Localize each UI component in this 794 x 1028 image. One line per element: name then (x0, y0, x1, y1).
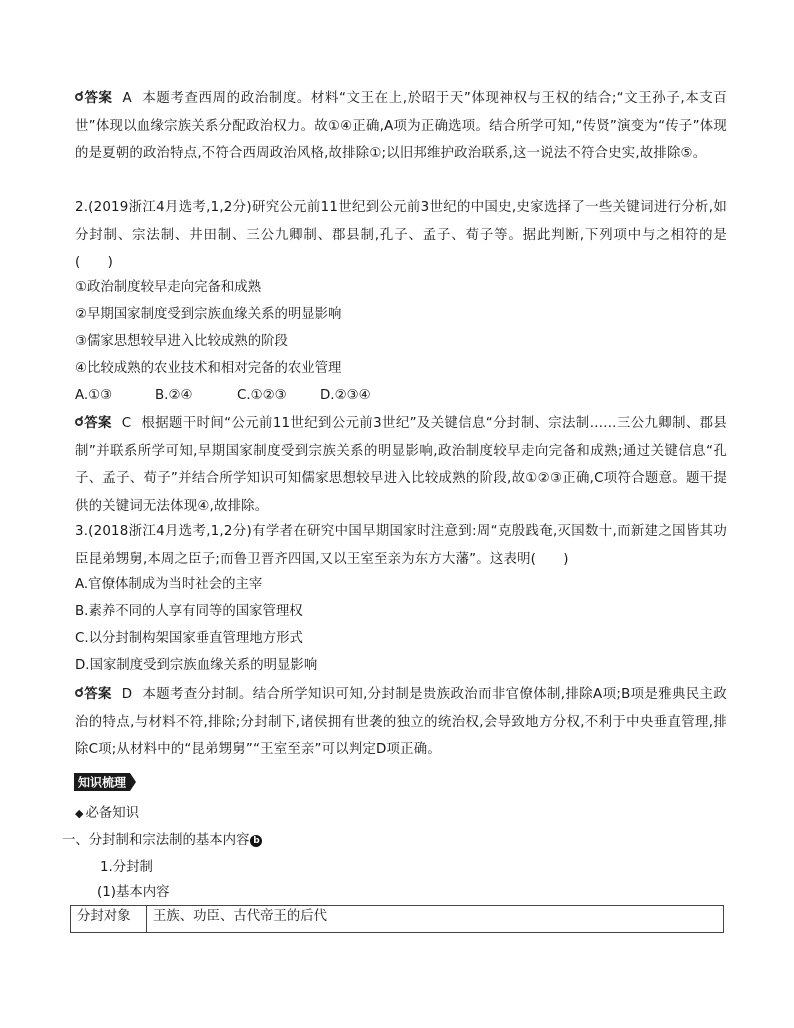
section-heading (62, 828, 262, 854)
answer-label: 答案 (84, 91, 113, 106)
answer-1 (75, 85, 727, 168)
section-badge-label: 知识梳理 (77, 775, 127, 790)
question-3-option: C.以分封制构架国家垂直管理地方形式 (75, 631, 303, 646)
section-badge (74, 771, 136, 793)
diamond-bullet-icon: ◆ (75, 807, 84, 820)
answer-marker-icon (75, 93, 83, 101)
answer-label: 答案 (84, 687, 112, 702)
answer-marker-icon (75, 689, 83, 697)
answer-label: 答案 (84, 416, 112, 431)
answer-letter: D (121, 687, 133, 702)
sub-subsection-heading: (1)基本内容 (97, 885, 170, 900)
option: B.②④ (155, 388, 193, 403)
question-3-stem: 3.(2018浙江4月选考,1,2分)有学者在研究中国早期国家时注意到:周“克殷践奄,灭国数十,而新建之国皆其功臣昆弟甥舅,本周之臣子;而鲁卫晋齐四国,又以王室至亲为东方大藩”。这表明( ) (75, 524, 727, 567)
option: A.①③ (75, 388, 113, 403)
level-b-icon: b (250, 835, 262, 847)
info-table (70, 905, 724, 933)
question-3-option: A.官僚体制成为当时社会的主宰 (75, 577, 263, 592)
answer-explanation: 根据题干时间“公元前11世纪到公元前3世纪”及关键信息“分封制、宗法制……三公九卿制、郡县制”并联系所学可知,早期国家制度受到宗族关系的明显影响,政治制度较早走向完备和成熟;通过关键信息“孔子、孟子、荀子”并结合所学知识可知儒家思想较早进入比较成熟的阶段,故①②③正确,C项符合题意。题干提供的关键词无法体现④,故排除。 (75, 416, 727, 514)
knowledge-heading (75, 801, 139, 827)
option: D.②③④ (320, 388, 371, 403)
answer-explanation: 本题考查西周的政治制度。材料“文王在上,於昭于天”体现神权与王权的结合;“文王孙子,本支百世”体现以血缘宗族关系分配政治权力。故①④正确,A项为正确选项。结合所学可知,“传贤”演变为“传子”体现的是夏朝的政治特点,不符合西周政治风格,故排除①;以旧邦维护政治联系,这一说法不符合史实,故排除⑤。 (75, 91, 727, 162)
question-2-item: ④比较成熟的农业技术和相对完备的农业管理 (75, 361, 342, 376)
question-2-options (75, 383, 371, 409)
question-3-option: D.国家制度受到宗族血缘关系的明显影响 (75, 658, 318, 673)
answer-letter: C (121, 416, 132, 431)
table-row (71, 906, 724, 933)
question-2-item: ②早期国家制度受到宗族血缘关系的明显影响 (75, 307, 342, 322)
section-heading-text: 一、分封制和宗法制的基本内容 (62, 833, 250, 848)
table-cell-value: 王族、功臣、古代帝王的后代 (147, 906, 724, 933)
answer-3 (75, 681, 727, 764)
table-cell-key: 分封对象 (71, 906, 147, 933)
subsection-heading: 1.分封制 (100, 860, 153, 875)
answer-explanation: 本题考查分封制。结合所学知识可知,分封制是贵族政治而非官僚体制,排除A项;B项是雅典民主政治的特点,与材料不符,排除;分封制下,诸侯拥有世袭的独立的统治权,会导致地方分权,不利于中央垂直管理,排除C项;从材料中的“昆弟甥舅”“王室至亲”可以判定D项正确。 (75, 687, 727, 758)
answer-letter: A (122, 91, 132, 106)
answer-marker-icon (75, 418, 83, 426)
question-3-option: B.素养不同的人享有同等的国家管理权 (75, 604, 303, 619)
question-2-stem: 2.(2019浙江4月选考,1,2分)研究公元前11世纪到公元前3世纪的中国史,史家选择了一些关键词进行分析,如分封制、宗法制、井田制、三公九卿制、郡县制,孔子、孟子、荀子等。据此判断,下列项中与之相符的是( ) (75, 200, 727, 271)
question-2-item: ①政治制度较早走向完备和成熟 (75, 280, 262, 295)
answer-2 (75, 410, 727, 520)
question-2-item: ③儒家思想较早进入比较成熟的阶段 (75, 334, 288, 349)
knowledge-heading-text: 必备知识 (85, 806, 140, 821)
option: C.①②③ (237, 388, 287, 403)
